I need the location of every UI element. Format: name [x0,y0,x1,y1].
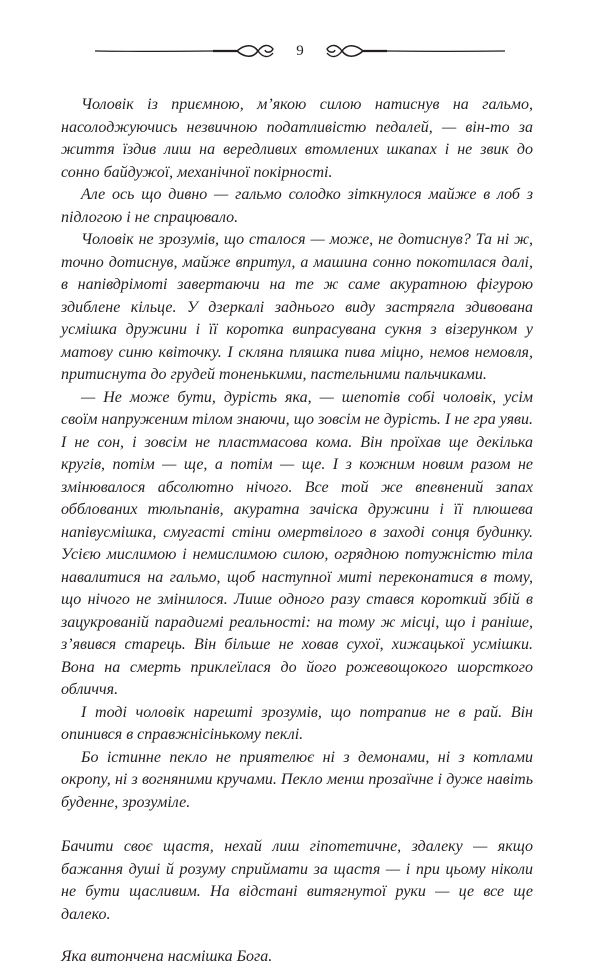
paragraph: Бачити своє щастя, нехай лиш гіпотетичне, здалеку — якщо бажання душі й розуму сприймати за щастя — і при цьому ніколи не бути щасливим. На відстані витягнутої руки — це все ще далеко. [61,838,533,923]
page-header [95,41,505,61]
paragraph: — Не може бути, дурість яка, — шепотів собі чоловік, усім своїм напруженим тілом знаючи, що зовсім не дурість. І не гра уяви. І не сон, і зовсім не пластмасова кома. Він проїхав ще декілька кругів, потім — ще, а потім — ще. І з кожним новим разом не змінювалося абсолютно нічого. Все той же впевнений запах обблованих тюльпанів, акуратна зачіска дружини і її плюшева напівусмішка, смугасті стіни омертвілого в заході сонця будинку. Усією мислимою і немислимою силою, огрядною потужністю тіла навалитися на гальмо, щоб наступної миті переконатися в тому, що нічого не змінилося. Лише одного разу стався короткий збій в зацукрованій парадигмі реальності: на тому ж місці, що і раніше, з’явився старець. Він більше не ховав сухої, хижацької усмішки. Вона на смерть приклеїлася до його рожевощокого шорсткого обличчя. [61,388,533,698]
paragraph: Але ось що дивно — гальмо солодко зіткнулося майже в лоб з підлогою і не спрацювало. [61,186,533,226]
paragraph: І тоді чоловік нарешті зрозумів, що потрапив не в рай. Він опинився в справжнісінькому пеклі. [61,703,533,743]
paragraph: Чоловік із приємною, м’якою силою натиснув на гальмо, насолоджуючись незвичною податливістю педалей, — він-то за життя їздив лиш на вередливих втомлених шкапах і не звик до сонно байдужої, механічної покірності. [61,96,533,181]
paragraph: Чоловік не зрозумів, що сталося — може, не дотиснув? Та ні ж, точно дотиснув, майже впритул, а машина сонно покотилася далі, в напівдрімоті завертаючи на те ж саме акуратною фігурою здиблене кільце. У дзеркалі заднього виду застрягла здивована усмішка дружини і її коротка випрасувана сукня з візерунком у матову синю квіточку. І скляна пляшка пива міцно, немов немовля, притиснута до грудей тоненькими, пастельними пальчиками. [61,231,533,383]
paragraph: Бо істинне пекло не приятелює ні з демонами, ні з котлами окропу, ні з вогняними кручами. Пекло менш прозаїчне і дуже навіть буденне, зрозуміле. [61,748,533,811]
page-number: 9 [296,43,304,59]
body-text [61,94,533,969]
closing-line: Яка витончена насмішка Бога. [61,948,273,965]
